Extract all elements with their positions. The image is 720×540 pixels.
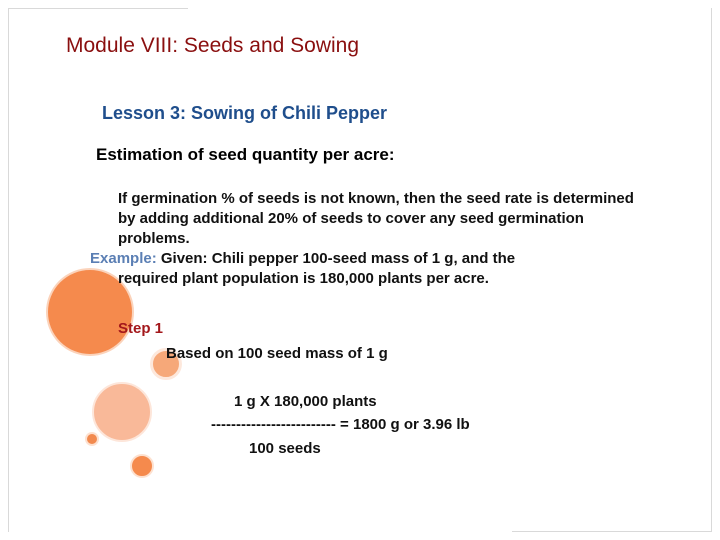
calc-result-line: ------------------------- = 1800 g or 3.96 lb [211,416,470,433]
germination-paragraph: If germination % of seeds is not known, then the seed rate is determined by adding additional 20% of seeds to cover any seed germination problems. [118,190,634,247]
body-text [90,189,650,289]
frame-left-line [8,8,9,532]
example-text-line2: required plant population is 180,000 plants per acre. [118,270,489,287]
frame-bottom-line [512,531,712,532]
frame-right-line [711,8,712,532]
calc-numerator: 1 g X 180,000 plants [234,393,377,410]
step-description: Based on 100 seed mass of 1 g [166,345,388,362]
decorative-circle-left [92,382,152,442]
frame-top-line [8,8,188,9]
slide-title: Module VIII: Seeds and Sowing [66,34,360,57]
calc-denominator: 100 seeds [249,440,321,457]
example-text-line1: Given: Chili pepper 100-seed mass of 1 g, and the [156,250,516,267]
example-line [90,249,650,289]
step-label: Step 1 [118,320,164,337]
decorative-circle-dot [85,432,99,446]
decorative-circle-small [130,454,154,478]
lesson-heading: Lesson 3: Sowing of Chili Pepper [102,103,388,123]
example-label: Example: [90,250,157,267]
section-subheading: Estimation of seed quantity per acre: [96,145,395,164]
